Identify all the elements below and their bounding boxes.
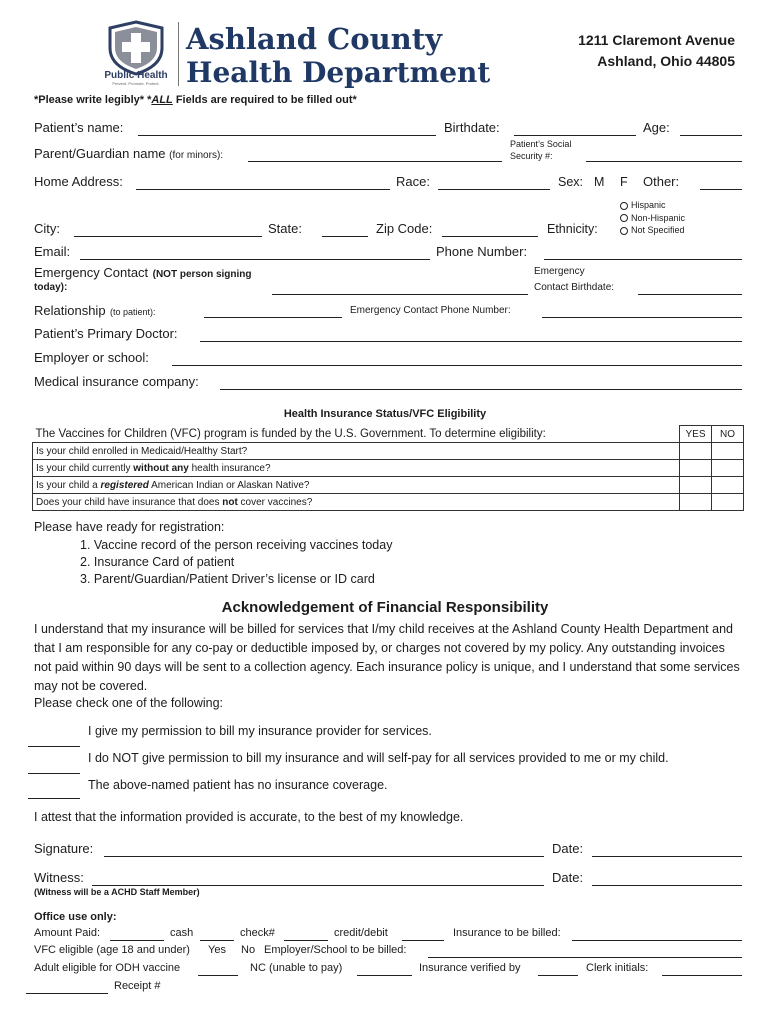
logo-caption: Public Health: [104, 70, 168, 81]
city-label: City:: [34, 221, 60, 236]
table-row: [33, 477, 744, 494]
vfc-q3-yes[interactable]: [680, 477, 712, 494]
age-label: Age:: [643, 120, 670, 135]
primary-doctor-field[interactable]: [200, 341, 742, 342]
logo-divider: [178, 22, 179, 86]
birthdate-label: Birthdate:: [444, 120, 500, 135]
check-label: check#: [240, 927, 275, 939]
other-label: Other:: [643, 174, 680, 189]
vfc-q3-no[interactable]: [712, 477, 744, 494]
sex-option-f[interactable]: F: [620, 175, 628, 189]
receipt-field[interactable]: [26, 993, 108, 994]
primary-doctor-label: Patient’s Primary Doctor:: [34, 326, 178, 341]
attest-statement: I attest that the information provided is accurate, to the best of my knowledge.: [34, 810, 464, 824]
vfc-q1-yes[interactable]: [680, 443, 712, 460]
registration-intro: Please have ready for registration:: [34, 520, 225, 534]
instructions: *Please write legibly* *ALL Fields are required to be filled out*: [34, 94, 357, 106]
ethnicity-label: Ethnicity:: [547, 222, 598, 236]
cash-label: cash: [170, 927, 194, 939]
state-field[interactable]: [322, 236, 368, 237]
vfc-no-header: NO: [712, 426, 744, 443]
witness-note: (Witness will be a ACHD Staff Member): [34, 887, 200, 897]
relationship-label: [34, 302, 156, 320]
relationship-text: Relationship: [34, 303, 106, 318]
insurance-billed-field[interactable]: [572, 940, 742, 941]
relationship-note: (to patient):: [110, 307, 156, 317]
ethnicity-option-not-specified[interactable]: Not Specified: [620, 224, 685, 237]
ethnicity-option-hispanic[interactable]: Hispanic: [620, 199, 685, 212]
employer-billed-label: Employer/School to be billed:: [264, 944, 407, 956]
ack-check-one: Please check one of the following:: [34, 696, 224, 710]
vfc-q4-yes[interactable]: [680, 494, 712, 511]
vfc-yes-label[interactable]: Yes: [208, 944, 226, 956]
home-address-field[interactable]: [136, 189, 390, 190]
insurance-billed-label: Insurance to be billed:: [453, 927, 561, 939]
nc-field[interactable]: [357, 975, 412, 976]
emergency-contact-text: Emergency Contact: [34, 265, 149, 280]
radio-icon: [620, 227, 628, 235]
credit-label: credit/debit: [334, 927, 388, 939]
amount-paid-field[interactable]: [110, 940, 164, 941]
vfc-heading: Health Insurance Status/VFC Eligibility: [283, 408, 487, 420]
insurance-company-label: Medical insurance company:: [34, 374, 199, 389]
employer-label: Employer or school:: [34, 350, 149, 365]
clerk-label: Clerk initials:: [586, 962, 649, 974]
vfc-question-3: Is your child a registered American Indian or Alaskan Native?: [33, 477, 680, 494]
home-address-label: Home Address:: [34, 174, 123, 189]
emergency-birthdate-label1: Emergency: [534, 266, 585, 277]
signature-field[interactable]: [104, 856, 544, 857]
vfc-intro: The Vaccines for Children (VFC) program is funded by the U.S. Government. To determine eligibility:: [33, 426, 680, 443]
check-field[interactable]: [284, 940, 328, 941]
vfc-question-1: Is your child enrolled in Medicaid/Healthy Start?: [33, 443, 680, 460]
address-line2: Ashland, Ohio 44805: [597, 53, 735, 69]
logo-tagline: Prevent. Promote. Protect.: [112, 81, 160, 86]
city-field[interactable]: [74, 236, 262, 237]
radio-icon: [620, 214, 628, 222]
age-field[interactable]: [680, 135, 742, 136]
office-heading: Office use only:: [34, 911, 117, 923]
table-row: [33, 494, 744, 511]
table-row: [33, 426, 744, 443]
registration-item-3: 3. Parent/Guardian/Patient Driver’s license or ID card: [80, 572, 375, 586]
signature-date-field[interactable]: [592, 856, 742, 857]
emergency-phone-field[interactable]: [542, 317, 742, 318]
ins-verified-field[interactable]: [538, 975, 578, 976]
ack-option-2-label: I do NOT give permission to bill my insurance and will self-pay for all services provided to me or my child.: [88, 751, 669, 765]
adult-eligible-label: Adult eligible for ODH vaccine: [34, 962, 181, 974]
adult-eligible-field[interactable]: [198, 975, 238, 976]
sex-label: Sex:: [558, 175, 584, 189]
emergency-contact-note2: today):: [34, 282, 68, 293]
vfc-table: [32, 425, 744, 511]
emergency-contact-label: [34, 264, 252, 282]
emergency-contact-note: (NOT person signing: [152, 269, 252, 280]
clerk-field[interactable]: [662, 975, 742, 976]
vfc-eligible-label: VFC eligible (age 18 and under): [34, 944, 190, 956]
witness-date-label: Date:: [552, 870, 584, 885]
vfc-yes-header: YES: [680, 426, 712, 443]
race-field[interactable]: [438, 189, 550, 190]
vfc-q2-yes[interactable]: [680, 460, 712, 477]
ack-title: Acknowledgement of Financial Responsibility: [221, 599, 549, 616]
signature-date-label: Date:: [552, 841, 584, 856]
email-label: Email:: [34, 244, 71, 259]
race-label: Race:: [396, 174, 430, 189]
emergency-birthdate-label2: Contact Birthdate:: [534, 282, 615, 293]
phone-field[interactable]: [544, 259, 742, 260]
guardian-field[interactable]: [248, 161, 502, 162]
ins-verified-label: Insurance verified by: [419, 962, 521, 974]
relationship-field[interactable]: [204, 317, 342, 318]
org-name-line2: Health Department: [186, 56, 491, 89]
vfc-question-2: Is your child currently without any health insurance?: [33, 460, 680, 477]
ack-body: I understand that my insurance will be billed for services that I/my child receives at the Ashland County Health Department and that I am responsible for any co-pay or deductible imposed by, or charges not covered by my policy. Any outstanding invoices not paid within 90 days will be sent to a collection agency. Each insurance policy is unique, and I understand that some services may not be covered.: [34, 622, 740, 693]
cash-field[interactable]: [200, 940, 234, 941]
ack-option-1-blank[interactable]: [28, 746, 80, 747]
shield-cross-icon: [98, 20, 174, 76]
insurance-company-field[interactable]: [220, 389, 742, 390]
ssn-label-line1: Patient’s Social: [510, 139, 572, 149]
ethnicity-option-non-hispanic[interactable]: Non-Hispanic: [620, 212, 685, 225]
radio-icon: [620, 202, 628, 210]
ethnicity-options: [620, 199, 685, 237]
guardian-label-text: Parent/Guardian name: [34, 146, 166, 161]
employer-field[interactable]: [172, 365, 742, 366]
registration-item-2: 2. Insurance Card of patient: [80, 555, 235, 569]
logo: [98, 20, 174, 86]
witness-date-field[interactable]: [592, 885, 742, 886]
emergency-phone-label: Emergency Contact Phone Number:: [350, 305, 511, 316]
ack-option-3-blank[interactable]: [28, 798, 80, 799]
guardian-note: (for minors):: [169, 150, 224, 161]
table-row: [33, 443, 744, 460]
email-field[interactable]: [80, 259, 430, 260]
witness-field[interactable]: [92, 885, 544, 886]
table-row: [33, 460, 744, 477]
ssn-label-line2: Security #:: [510, 151, 553, 161]
vfc-q1-no[interactable]: [712, 443, 744, 460]
vfc-q4-no[interactable]: [712, 494, 744, 511]
patient-name-field[interactable]: [138, 135, 436, 136]
phone-label: Phone Number:: [436, 244, 528, 259]
witness-label: Witness:: [34, 870, 84, 885]
vfc-no-label[interactable]: No: [241, 944, 256, 956]
registration-item-1: 1. Vaccine record of the person receiving vaccines today: [80, 538, 393, 552]
patient-name-label: Patient’s name:: [34, 120, 124, 135]
emergency-contact-field[interactable]: [272, 294, 528, 295]
guardian-label: [34, 146, 223, 161]
credit-field[interactable]: [402, 940, 444, 941]
org-name-line1: Ashland County: [186, 22, 443, 56]
zip-label: Zip Code:: [376, 221, 433, 236]
vfc-question-4: Does your child have insurance that does not cover vaccines?: [33, 494, 680, 511]
vfc-q2-no[interactable]: [712, 460, 744, 477]
emergency-birthdate-field[interactable]: [638, 294, 742, 295]
signature-label: Signature:: [34, 841, 94, 856]
amount-paid-label: Amount Paid:: [34, 927, 101, 939]
zip-field[interactable]: [442, 236, 538, 237]
ack-option-2-blank[interactable]: [28, 773, 80, 774]
sex-option-m[interactable]: M: [594, 175, 605, 189]
other-field[interactable]: [700, 189, 742, 190]
address-line1: 1211 Claremont Avenue: [578, 32, 735, 48]
employer-billed-field[interactable]: [428, 957, 742, 958]
ack-option-3-label: The above-named patient has no insurance coverage.: [88, 778, 388, 792]
state-label: State:: [268, 221, 302, 236]
receipt-label: Receipt #: [114, 980, 161, 992]
ack-option-1-label: I give my permission to bill my insurance provider for services.: [88, 724, 432, 738]
nc-label: NC (unable to pay): [250, 962, 343, 974]
birthdate-field[interactable]: [514, 135, 636, 136]
ssn-field[interactable]: [586, 161, 742, 162]
